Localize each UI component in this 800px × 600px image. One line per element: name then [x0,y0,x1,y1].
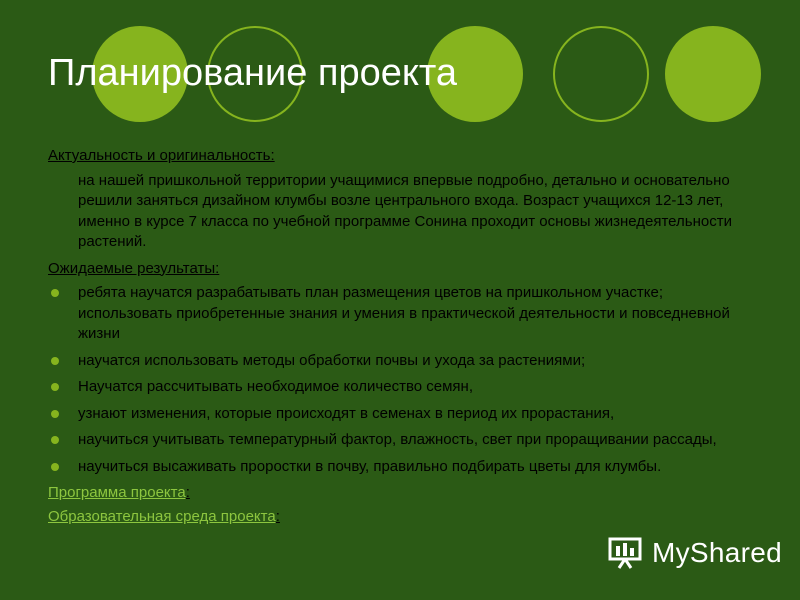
relevance-heading: Актуальность и оригинальность: [48,147,275,164]
slide-title: Планирование проекта [48,52,458,94]
list-item [48,283,748,345]
results-heading: Ожидаемые результаты: [48,259,220,277]
program-link-colon: : [185,484,190,501]
decor-circle-4 [553,26,649,122]
environment-link-line [48,507,748,528]
bullet-icon [51,289,59,297]
slide-content [48,146,748,527]
list-item [48,351,748,372]
bullet-icon [51,436,59,444]
list-item-text: узнают изменения, которые происходят в семенах в период их прорастания, [78,404,615,422]
relevance-text: на нашей пришкольной территории учащимися впервые подробно, детально и основательно решили заняться дизайном клумбы возле центрального входа. Возраст учащихся 12-13 лет, именно в курсе 7 класса по учебной программе Сонина проходит основы жизнедеятельности растений. [78,171,732,250]
presentation-screen-icon [608,536,644,570]
environment-link-colon: : [275,507,280,525]
list-item [48,430,748,451]
bullet-icon [51,357,59,365]
logo-text: MyShared [652,537,783,568]
program-link[interactable]: Программа проекта [48,484,186,501]
list-item-text: научиться высаживать проростки в почву, правильно подбирать цветы для клумбы. [78,457,662,475]
environment-link[interactable]: Образовательная среда проекта [48,507,276,525]
bullet-icon [51,383,59,391]
program-link-line [48,483,748,504]
bullet-icon [51,410,59,418]
results-list [48,283,748,477]
list-item-text: Научатся рассчитывать необходимое количество семян, [78,378,473,395]
list-item [48,404,748,425]
list-item [48,377,748,398]
bullet-icon [51,463,59,471]
myshared-logo [608,536,782,570]
list-item-text: научиться учитывать температурный фактор, влажность, свет при проращивании рассады, [78,431,717,448]
list-item [48,457,748,478]
list-item-text: ребята научатся разрабатывать план размещения цветов на пришкольном участке; использовать приобретенные знания и умения в практической деятельности и повседневной жизни [78,284,730,342]
decor-circle-5 [665,26,761,122]
list-item-text: научатся использовать методы обработки почвы и ухода за растениями; [78,351,586,369]
